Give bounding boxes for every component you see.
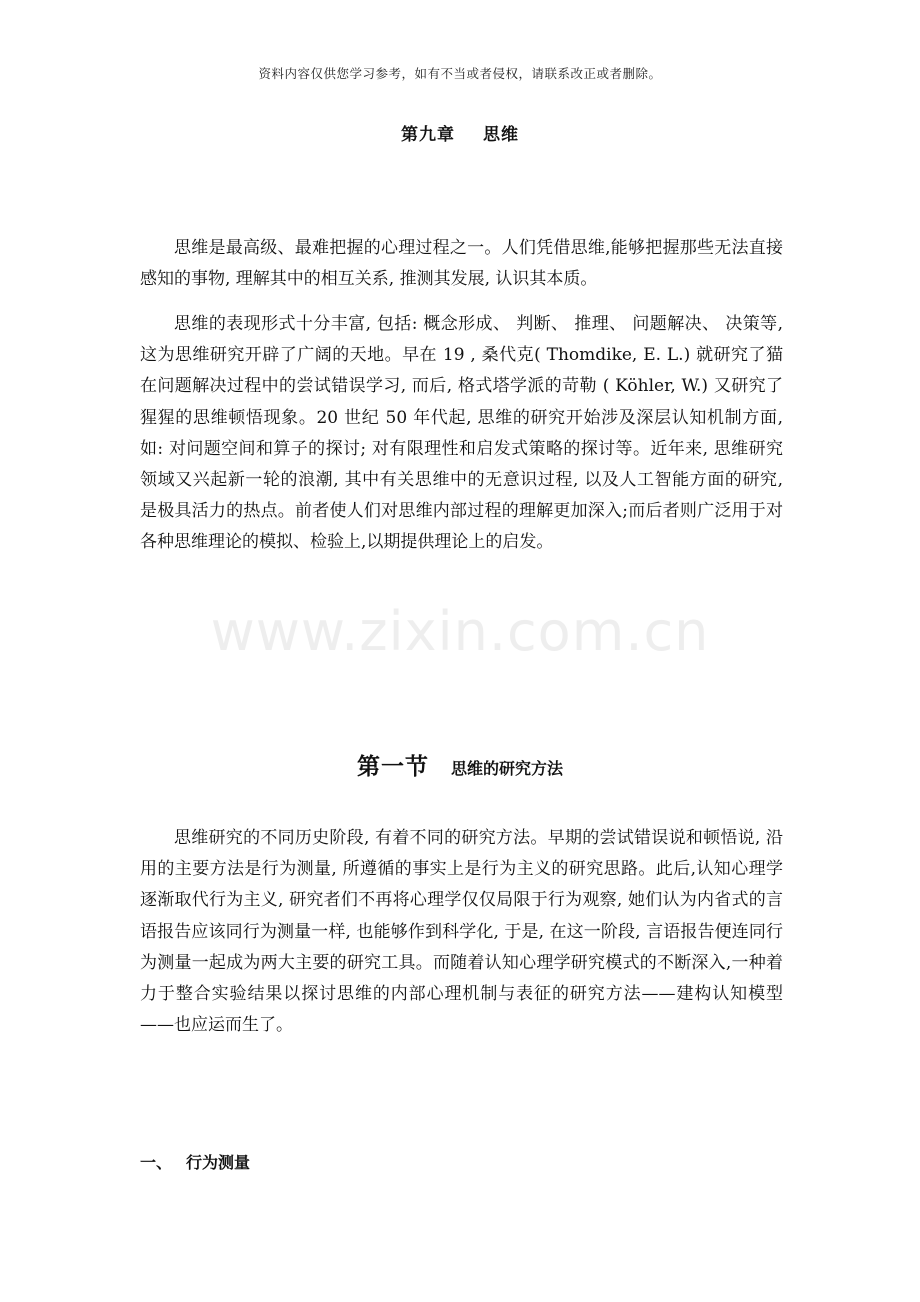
intro-paragraph-2: 思维的表现形式十分丰富, 包括: 概念形成、 判断、 推理、 问题解决、 决策等, 这为思维研究开辟了广阔的天地。早在 19 , 桑代克( Thomdike, E. L.) 就研究了猫在问题解决过程中的尝试错误学习, 而后, 格式塔学派的苛勒 ( Köhler, W.) 又研究了猩猩的思维顿悟现象。20 世纪 50 年代起, 思维的研究开始涉及深层认知机制方面, 如: 对问题空间和算子的探讨; 对有限理性和启发式策略的探讨等。近年来, 思维研究领域又兴起新一轮的浪潮, 其中有关思维中的无意识过程, 以及人工智能方面的研究, 是极具活力的热点。前者使人们对思维内部过程的理解更加深入;而后者则广泛用于对各种思维理论的模拟、检验上,以期提供理论上的启发。 bbox=[140, 314, 783, 553]
section-name: 思维的研究方法 bbox=[450, 759, 563, 778]
watermark: www.zixin.com.cn bbox=[210, 600, 710, 663]
subsection-title: 行为测量 bbox=[186, 1153, 251, 1172]
chapter-name: 思维 bbox=[483, 125, 519, 145]
section-number: 第一节 bbox=[356, 754, 429, 780]
chapter-title bbox=[0, 120, 920, 145]
chapter-number: 第九章 bbox=[401, 125, 455, 145]
section-heading bbox=[0, 748, 920, 781]
section-paragraph: 思维研究的不同历史阶段, 有着不同的研究方法。早期的尝试错误说和顿悟说, 沿用的主要方法是行为测量, 所遵循的事实上是行为主义的研究思路。此后,认知心理学逐渐取代行为主义, 研究者们不再将心理学仅仅局限于行为观察, 她们认为内省式的言语报告应该同行为测量一样, 也能够作到科学化, 于是, 在这一阶段, 言语报告便连同行为测量一起成为两大主要的研究工具。而随着认知心理学研究模式的不断深入,一种着力于整合实验结果以探讨思维的内部心理机制与表征的研究方法——建构认知模型——也应运而生了。 bbox=[140, 828, 783, 1036]
intro-paragraph-1: 思维是最高级、最难把握的心理过程之一。人们凭借思维,能够把握那些无法直接感知的事物, 理解其中的相互关系, 推测其发展, 认识其本质。 bbox=[140, 238, 783, 290]
subsection-number: 一、 bbox=[140, 1153, 173, 1172]
disclaimer-header: 资料内容仅供您学习参考，如有不当或者侵权，请联系改正或者删除。 bbox=[258, 66, 662, 81]
subsection-heading bbox=[140, 1150, 250, 1173]
